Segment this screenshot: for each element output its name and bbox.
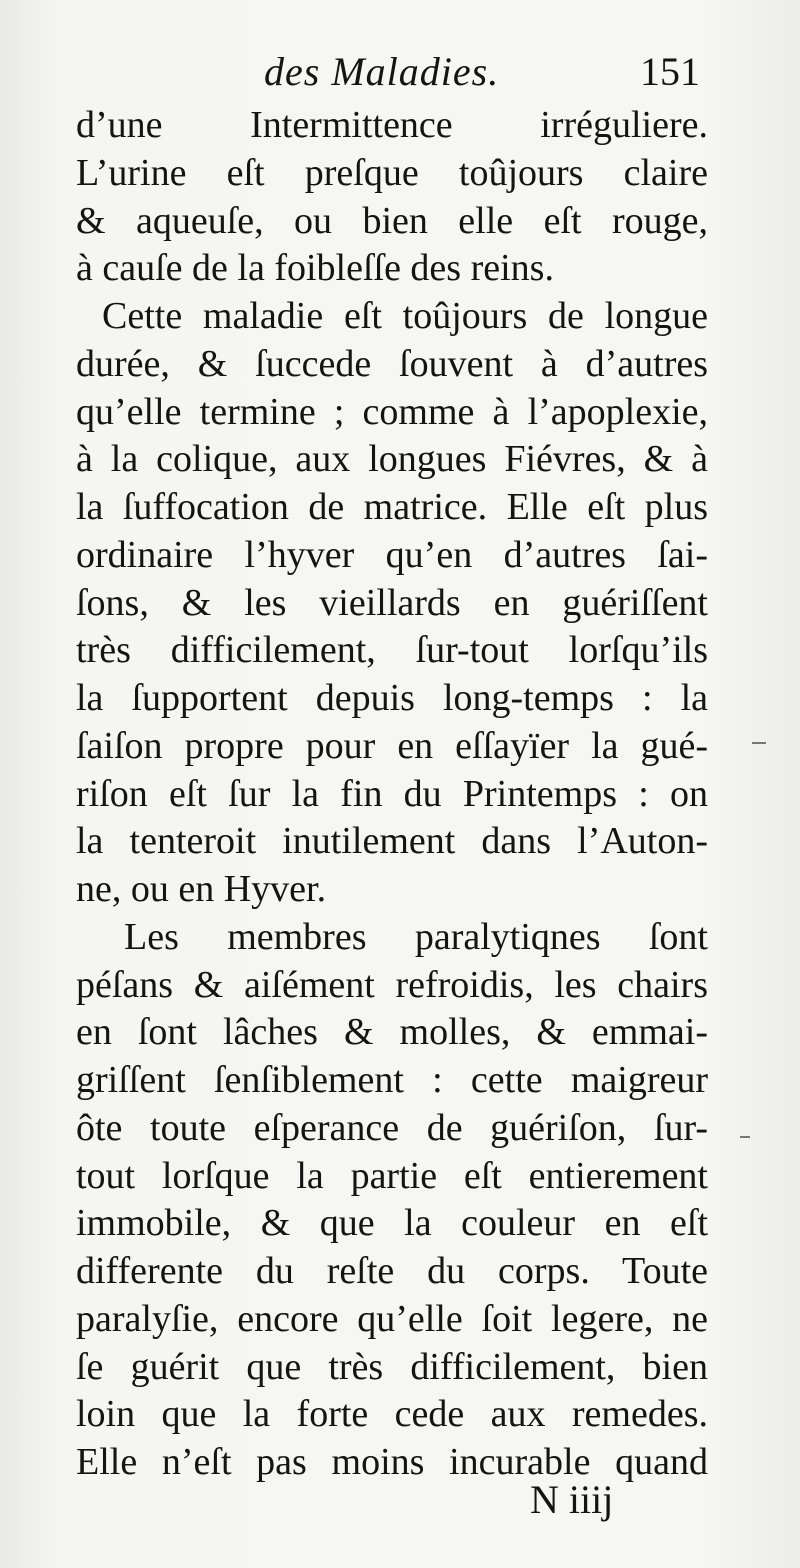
text-line: griſſent ſenſiblement : cette maigreur bbox=[76, 1059, 708, 1101]
text-line: la ſupportent depuis long-temps : la bbox=[76, 677, 708, 719]
running-head bbox=[0, 48, 800, 100]
text-line: durée, & ſuccede ſouvent à d’autres bbox=[76, 342, 708, 385]
text-line: très difficilement, ſur-tout lorſqu’ils bbox=[76, 629, 708, 672]
margin-speck bbox=[740, 1136, 750, 1138]
text-line: & aqueuſe, ou bien elle eſt rouge, bbox=[76, 199, 708, 242]
text-line: ſe guérit que très difficilement, bien bbox=[76, 1345, 708, 1388]
text-line: Les membres paralytiqnes ſont bbox=[124, 915, 708, 958]
text-line: immobile, & que la couleur en eſt bbox=[76, 1202, 708, 1245]
body-text bbox=[76, 102, 708, 1487]
text-line: tout lorſque la partie eſt entierement bbox=[76, 1154, 708, 1197]
text-line: ſaiſon propre pour en eſſayïer la gué- bbox=[76, 724, 708, 767]
margin-speck bbox=[752, 742, 766, 744]
text-line: ordinaire l’hyver qu’en d’autres ſai- bbox=[76, 533, 708, 576]
text-line: riſon eſt ſur la fin du Printemps : on bbox=[76, 772, 708, 815]
text-line: paralyſie, encore qu’elle ſoit legere, ne bbox=[76, 1297, 708, 1340]
text-line: ne, ou en Hyver. bbox=[76, 868, 327, 910]
text-line: loin que la forte cede aux remedes. bbox=[76, 1393, 708, 1436]
text-line: Elle n’eſt pas moins incurable quand bbox=[76, 1441, 708, 1483]
text-line: ôte toute eſperance de guériſon, ſur- bbox=[76, 1106, 708, 1149]
page-number: 151 bbox=[640, 49, 700, 94]
text-line: péſans & aiſément refroidis, les chairs bbox=[76, 963, 708, 1006]
text-line: en ſont lâches & molles, & emmai- bbox=[76, 1011, 708, 1054]
text-line: à cauſe de la foibleſſe des reins. bbox=[76, 247, 554, 290]
text-line: la ſuffocation de matrice. Elle eſt plus bbox=[76, 486, 708, 528]
running-title: des Maladies. bbox=[264, 49, 500, 94]
text-line: L’urine eſt preſque toûjours claire bbox=[76, 151, 708, 194]
text-line: à la colique, aux longues Fiévres, & à bbox=[76, 438, 708, 481]
text-line: la tenteroit inutilement dans l’Auton- bbox=[76, 820, 708, 863]
text-line: qu’elle termine ; comme à l’apoplexie, bbox=[76, 390, 708, 433]
text-line: d’une Intermittence irréguliere. bbox=[76, 104, 708, 146]
signature-mark: N iiij bbox=[530, 1477, 614, 1522]
text-line: Cette maladie eſt toûjours de longue bbox=[102, 295, 708, 337]
text-line: differente du reſte du corps. Toute bbox=[76, 1250, 708, 1292]
text-line: ſons, & les vieillards en guériſſent bbox=[76, 581, 708, 624]
